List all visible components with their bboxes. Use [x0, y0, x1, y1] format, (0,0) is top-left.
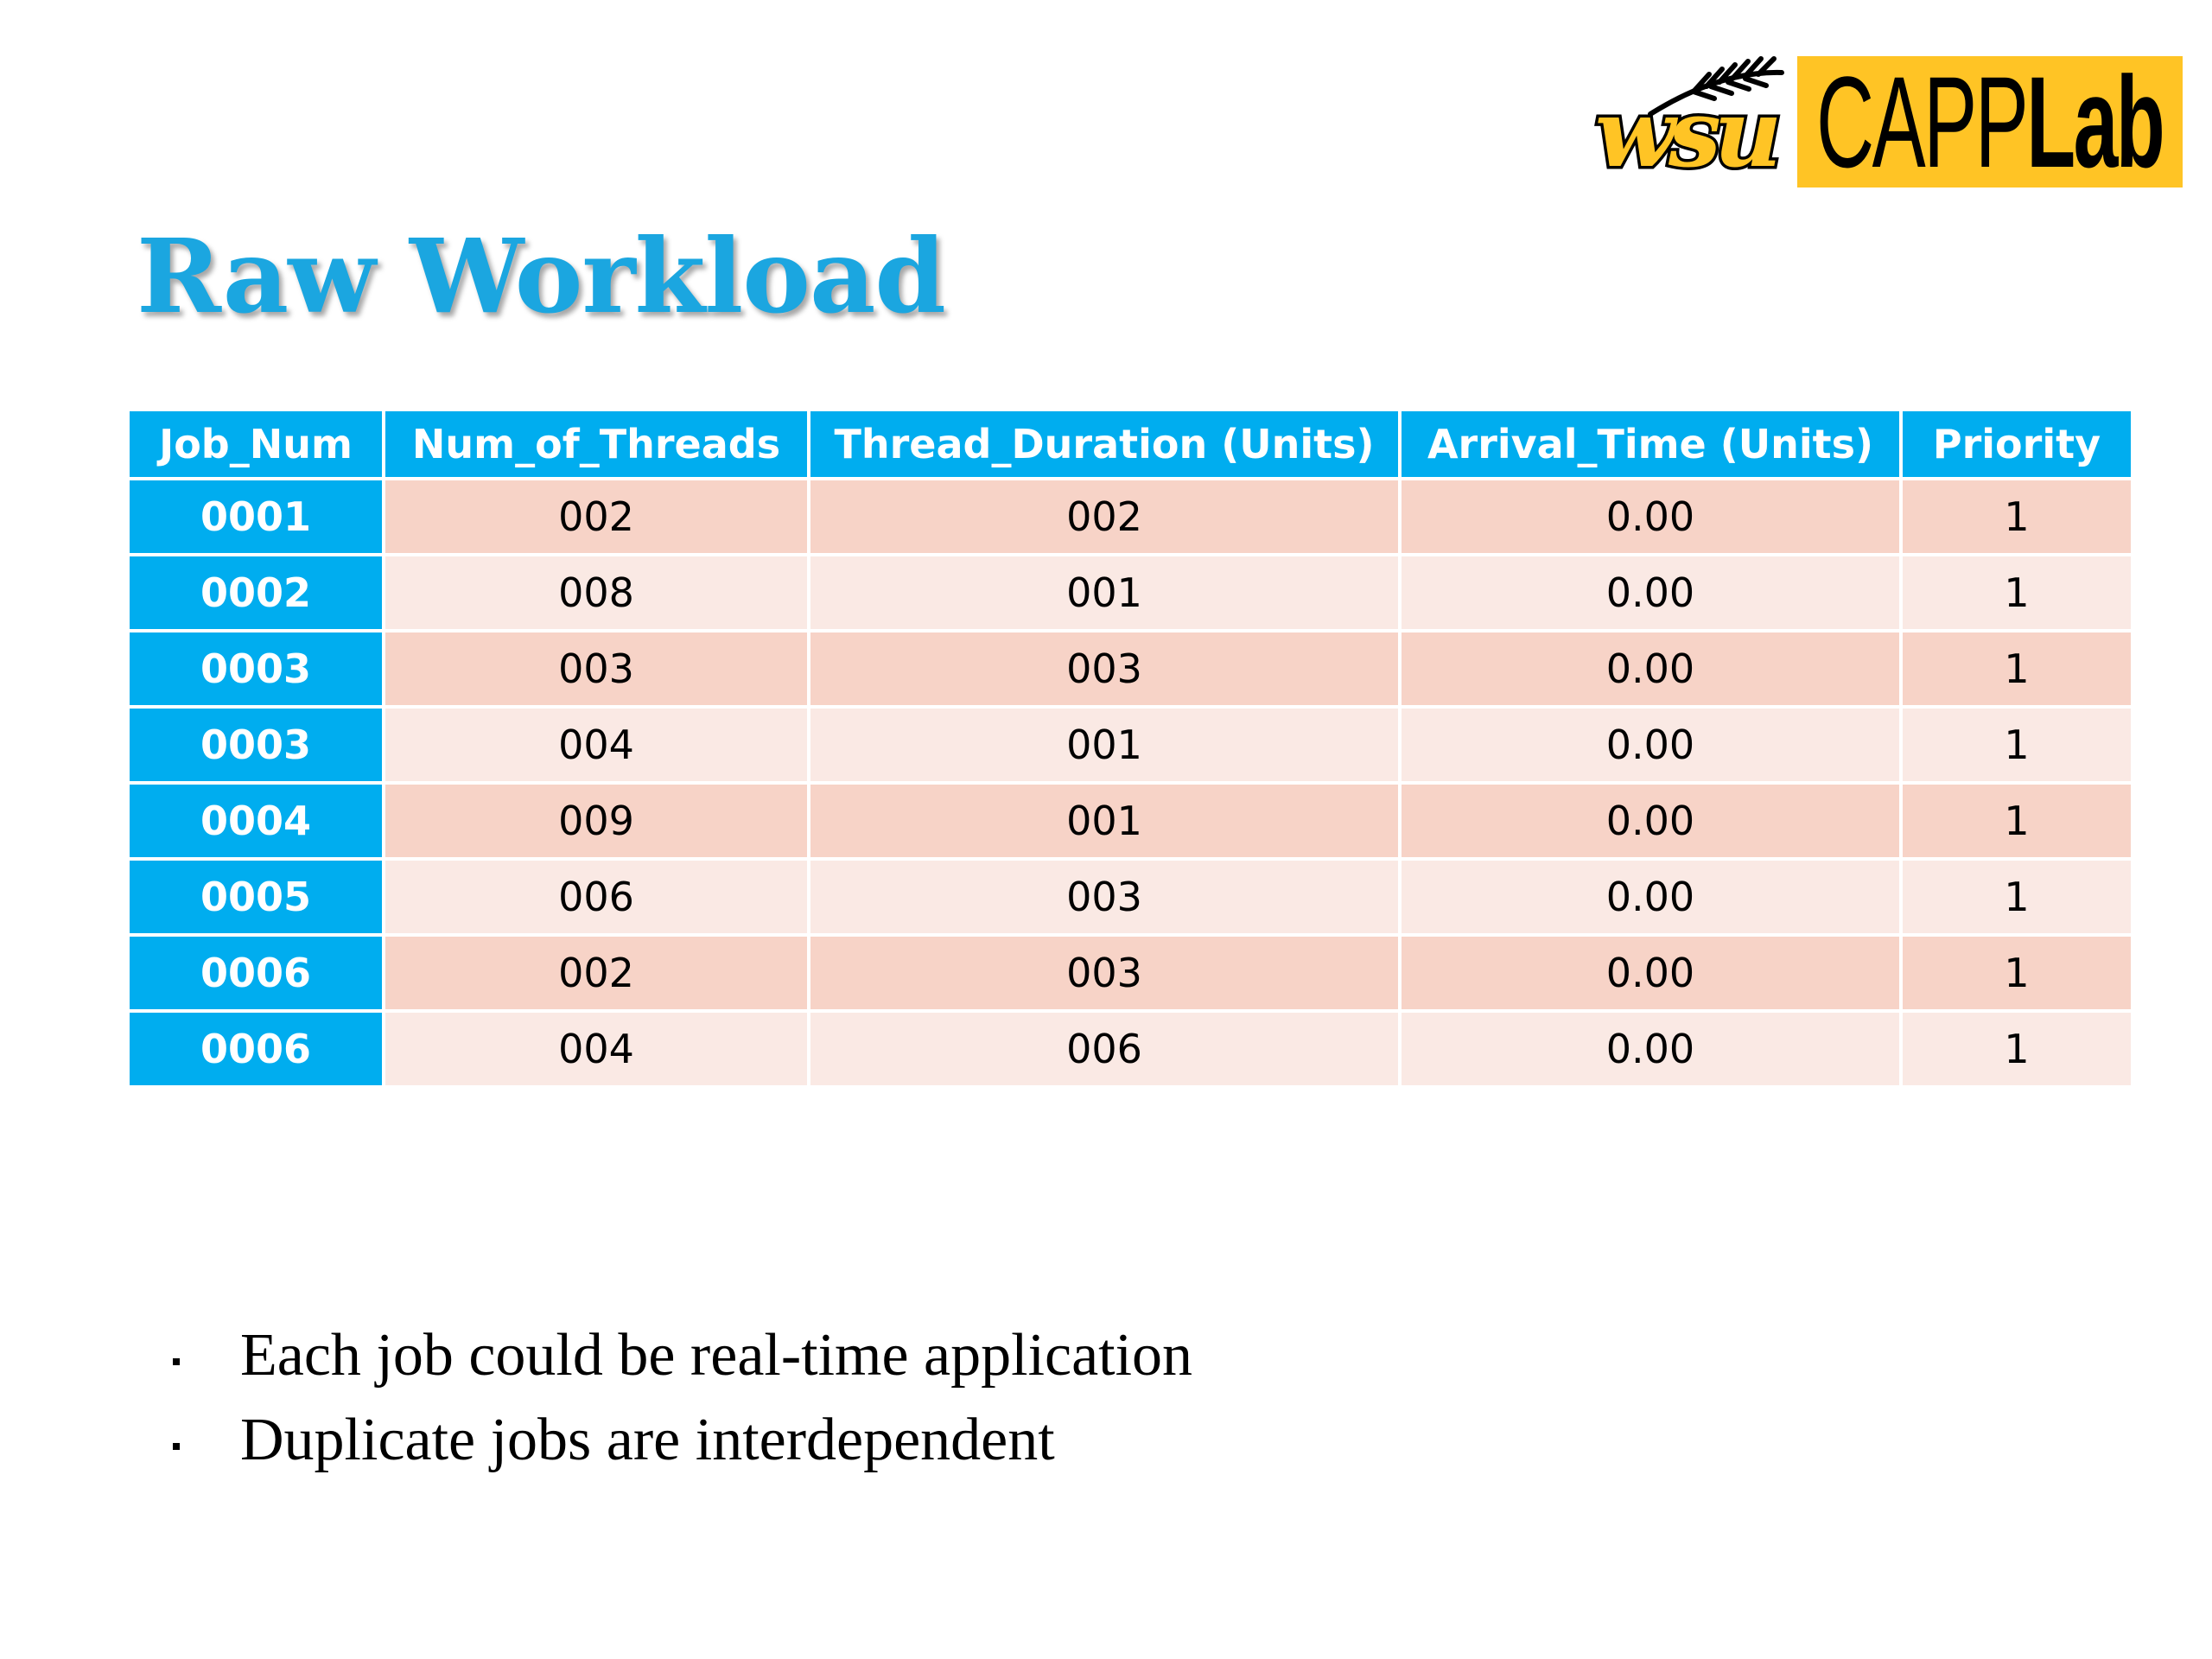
arrival-cell: 0.00 [1402, 861, 1899, 933]
priority-cell: 1 [1903, 632, 2131, 705]
bullet-item [173, 1398, 1192, 1483]
arrival-cell: 0.00 [1402, 556, 1899, 629]
threads-cell: 009 [385, 785, 807, 857]
priority-cell: 1 [1903, 785, 2131, 857]
priority-cell: 1 [1903, 861, 2131, 933]
job-num-cell: 0003 [130, 709, 382, 781]
header-arrival-time: Arrival_Time (Units) [1402, 411, 1899, 477]
threads-cell: 002 [385, 937, 807, 1009]
duration-cell: 001 [810, 709, 1398, 781]
threads-cell: 006 [385, 861, 807, 933]
table-header-row [130, 411, 2131, 477]
threads-cell: 003 [385, 632, 807, 705]
priority-cell: 1 [1903, 556, 2131, 629]
arrival-cell: 0.00 [1402, 480, 1899, 553]
bullet-list [173, 1313, 1192, 1483]
job-num-cell: 0006 [130, 937, 382, 1009]
duration-cell: 006 [810, 1013, 1398, 1085]
bullet-icon [173, 1443, 180, 1450]
bullet-text: Each job could be real-time application [240, 1322, 1193, 1389]
duration-cell: 003 [810, 937, 1398, 1009]
svg-text:wsu: wsu [1595, 79, 1776, 188]
table-row [130, 785, 2131, 857]
threads-cell: 002 [385, 480, 807, 553]
arrival-cell: 0.00 [1402, 632, 1899, 705]
bullet-item [173, 1313, 1192, 1398]
table-row [130, 1013, 2131, 1085]
table-row [130, 937, 2131, 1009]
threads-cell: 004 [385, 1013, 807, 1085]
header-job-num: Job_Num [130, 411, 382, 477]
duration-cell: 003 [810, 861, 1398, 933]
table-row [130, 632, 2131, 705]
table-row [130, 556, 2131, 629]
job-num-cell: 0003 [130, 632, 382, 705]
bullet-icon [173, 1358, 180, 1365]
arrival-cell: 0.00 [1402, 1013, 1899, 1085]
capplab-logo [1590, 54, 2183, 190]
slide-title: Raw Workload [137, 216, 945, 336]
job-num-cell: 0006 [130, 1013, 382, 1085]
duration-cell: 003 [810, 632, 1398, 705]
table-row [130, 480, 2131, 553]
job-num-cell: 0002 [130, 556, 382, 629]
threads-cell: 004 [385, 709, 807, 781]
duration-cell: 001 [810, 785, 1398, 857]
workload-table [130, 408, 2117, 1089]
wsu-wheat-logo-icon [1590, 54, 1789, 190]
header-thread-duration: Thread_Duration (Units) [810, 411, 1398, 477]
capplab-wordmark: CAPPLab [1797, 56, 2183, 188]
job-num-cell: 0001 [130, 480, 382, 553]
table-row [130, 861, 2131, 933]
priority-cell: 1 [1903, 480, 2131, 553]
duration-cell: 001 [810, 556, 1398, 629]
table-row [130, 709, 2131, 781]
threads-cell: 008 [385, 556, 807, 629]
duration-cell: 002 [810, 480, 1398, 553]
header-num-of-threads: Num_of_Threads [385, 411, 807, 477]
arrival-cell: 0.00 [1402, 785, 1899, 857]
job-num-cell: 0004 [130, 785, 382, 857]
job-num-cell: 0005 [130, 861, 382, 933]
arrival-cell: 0.00 [1402, 709, 1899, 781]
priority-cell: 1 [1903, 937, 2131, 1009]
header-priority: Priority [1903, 411, 2131, 477]
bullet-text: Duplicate jobs are interdependent [240, 1407, 1055, 1473]
priority-cell: 1 [1903, 1013, 2131, 1085]
priority-cell: 1 [1903, 709, 2131, 781]
arrival-cell: 0.00 [1402, 937, 1899, 1009]
